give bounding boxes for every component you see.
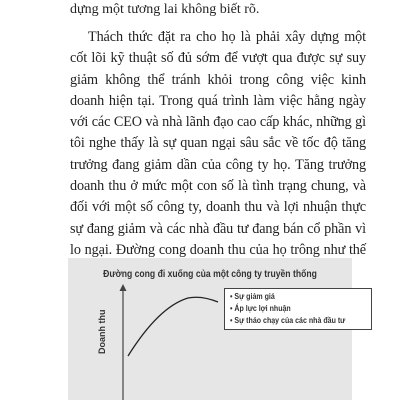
body-paragraph: Thách thức đặt ra cho họ là phải xây dựng một cốt lõi kỹ thuật số đủ sớm để vượt qua được sự suy giảm không thể tránh khỏi trong công việc kinh doanh hiện tại. Trong quá trình làm việc hằng ngày với các CEO và nhà lãnh đạo cao cấp khác, những gì tôi nghe thấy là sự quan ngại sâu sắc về tốc độ tăng trưởng đang giảm dần của công ty họ. Tăng trưởng doanh thu ở mức một con số là tình trạng chung, và đối với một số công ty, doanh thu và lợi nhuận thực sự đang giảm và các nhà đầu tư đang bán cổ phần vì lo ngại. Đường cong doanh thu của họ trông như thế	[70, 29, 366, 258]
revenue-curve-figure	[68, 258, 352, 400]
legend-item-profit: • Áp lực lợi nhuận	[230, 303, 291, 313]
y-axis-arrow	[120, 284, 127, 291]
figure-title: Đường cong đi xuống của một công ty truyền thống	[103, 268, 317, 280]
legend-item-investors: • Sự tháo chạy của các nhà đầu tư	[230, 315, 346, 325]
legend-box	[224, 288, 372, 330]
y-axis-label: Doanh thu	[97, 309, 107, 354]
legend-item-price: • Sự giảm giá	[230, 291, 275, 301]
revenue-curve	[128, 297, 218, 356]
continued-text-line: dựng một tương lai không biết rõ.	[70, 2, 260, 17]
